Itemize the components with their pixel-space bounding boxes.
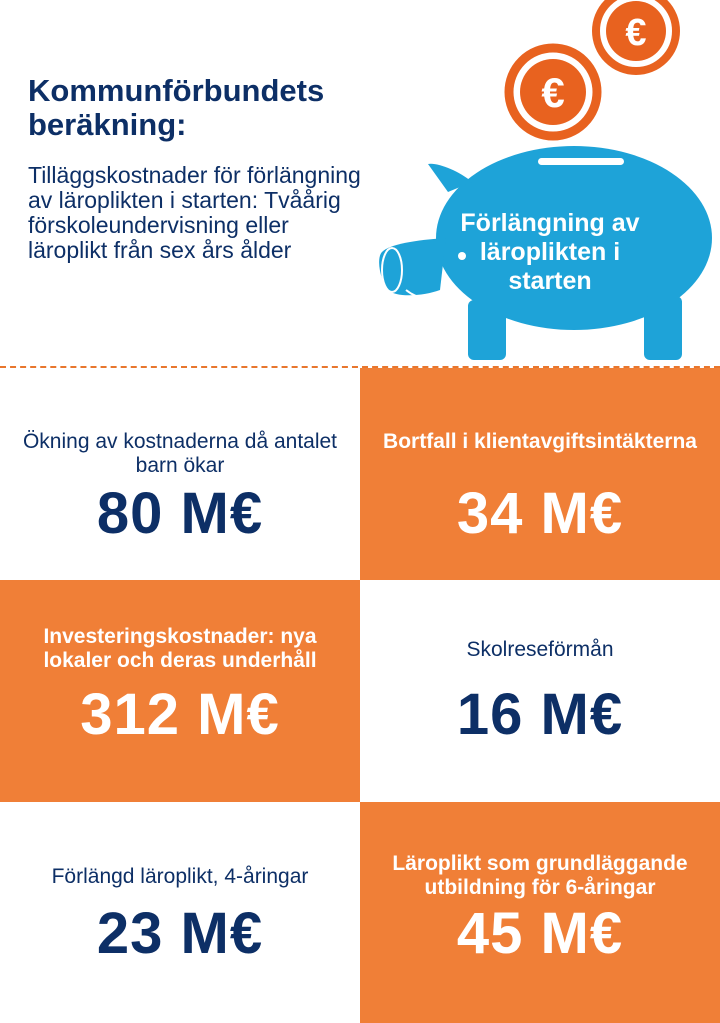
cost-cell xyxy=(0,802,360,1023)
cost-label: Skolreseförmån xyxy=(466,638,614,661)
cost-label: Läroplikt som grundläggande utbildning för 6-åringar xyxy=(392,852,688,899)
cost-value: 23 M€ xyxy=(96,901,264,966)
cost-value: 16 M€ xyxy=(456,682,624,747)
euro-symbol: € xyxy=(541,69,565,116)
page-subtitle: Tilläggskostnader för förlängning av läroplikten i starten: Tvåårig förskoleundervisning eller läroplikt från sex års ålder xyxy=(28,162,361,263)
cost-cell xyxy=(360,368,720,580)
cost-value: 45 M€ xyxy=(456,901,624,966)
cost-label: Investeringskostnader: nya lokaler och deras underhåll xyxy=(43,625,317,672)
cost-label: Bortfall i klientavgiftsintäkterna xyxy=(383,430,697,453)
cost-value: 80 M€ xyxy=(96,481,264,546)
cost-value: 312 M€ xyxy=(80,682,280,747)
cost-cell xyxy=(0,368,360,580)
euro-symbol: € xyxy=(625,12,647,54)
piggy-bank-label: Förlängning av läroplikten i starten xyxy=(460,209,640,295)
cost-cell xyxy=(0,580,360,802)
page-title: Kommunförbundets beräkning: xyxy=(28,73,325,142)
cost-label: Förlängd läroplikt, 4-åringar xyxy=(51,865,309,888)
cost-value: 34 M€ xyxy=(456,481,624,546)
cost-cell xyxy=(360,580,720,802)
cost-label: Ökning av kostnaderna då antalet barn ökar xyxy=(22,430,338,477)
euro-coin-icon xyxy=(587,0,685,80)
cost-cell xyxy=(360,802,720,1023)
